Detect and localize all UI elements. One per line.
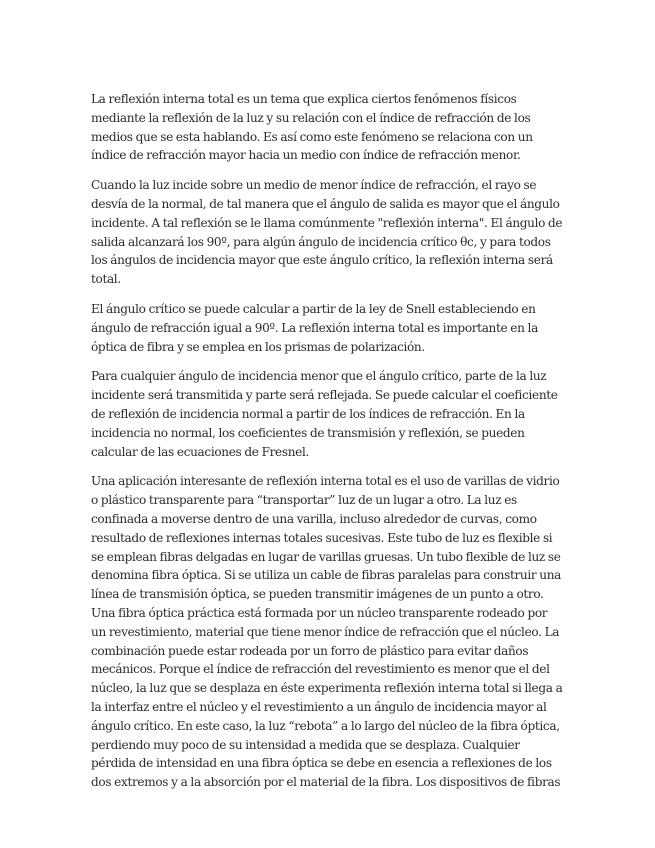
paragraph-fresnel: Para cualquier ángulo de incidencia menor que el ángulo crítico, parte de la luz incidente será transmitida y parte será reflejada. Se puede calcular el coeficiente de reflexión de incidencia normal a partir de los índices de refracción. En la incidencia no normal, los coeficientes de transmisión y reflexión, se pueden calcular de las ecuaciones de Fresnel. xyxy=(91,369,558,459)
paragraph-optical-fiber: Una aplicación interesante de reflexión interna total es el uso de varillas de vidrio o plástico transparente para “transportar” luz de un lugar a otro. La luz es confinada a moverse dentro de una varilla, incluso alrededor de curvas, como resultado de reflexiones internas totales sucesivas. Este tubo de luz es flexible si se emplean fibras delgadas en lugar de varillas gruesas. Un tubo flexible de luz se denomina fibra óptica. Si se utiliza un cable de fibras paralelas para construir una línea de transmisión óptica, se pueden transmitir imágenes de un punto a otro. Una fibra óptica práctica está formada por un núcleo transparente rodeado por un revestimiento, material que tiene menor índice de refracción que el núcleo. La combinación puede estar rodeada por un forro de plástico para evitar daños mecánicos. Porque el índice de refracción del revestimiento es menor que el del núcleo, la luz que se desplaza en éste experimenta reflexión interna total si llega a la interfaz entre el núcleo y el revestimiento a un ángulo de incidencia mayor al ángulo crítico. En este caso, la luz “rebota” a lo largo del núcleo de la fibra óptica, perdiendo muy poco de su intensidad a medida que se desplaza. Cualquier pérdida de intensidad en una fibra óptica se debe en esencia a reflexiones de los dos extremos y a la absorción por el material de la fibra. Los dispositivos de fibras xyxy=(91,474,563,790)
paragraph-internal-reflection: Cuando la luz incide sobre un medio de menor índice de refracción, el rayo se desvía de la normal, de tal manera que el ángulo de salida es mayor que el ángulo incidente. A tal reflexión se le llama comúnmente "reflexión interna". El ángulo de salida alcanzará los 90º, para algún ángulo de incidencia crítico θc, y para todos los ángulos de incidencia mayor que este ángulo crítico, la reflexión interna será total. xyxy=(91,178,563,287)
paragraph-critical-angle: El ángulo crítico se puede calcular a partir de la ley de Snell estableciendo en ángulo de refracción igual a 90º. La reflexión interna total es importante en la óptica de fibra y se emplea en los prismas de polarización. xyxy=(91,301,538,354)
document-body xyxy=(91,90,565,803)
paragraph-intro: La reflexión interna total es un tema que explica ciertos fenómenos físicos mediante la reflexión de la luz y su relación con el índice de refracción de los medios que se esta hablando. Es así como este fenómeno se relaciona con un índice de refracción mayor hacia un medio con índice de refracción menor. xyxy=(91,92,533,163)
